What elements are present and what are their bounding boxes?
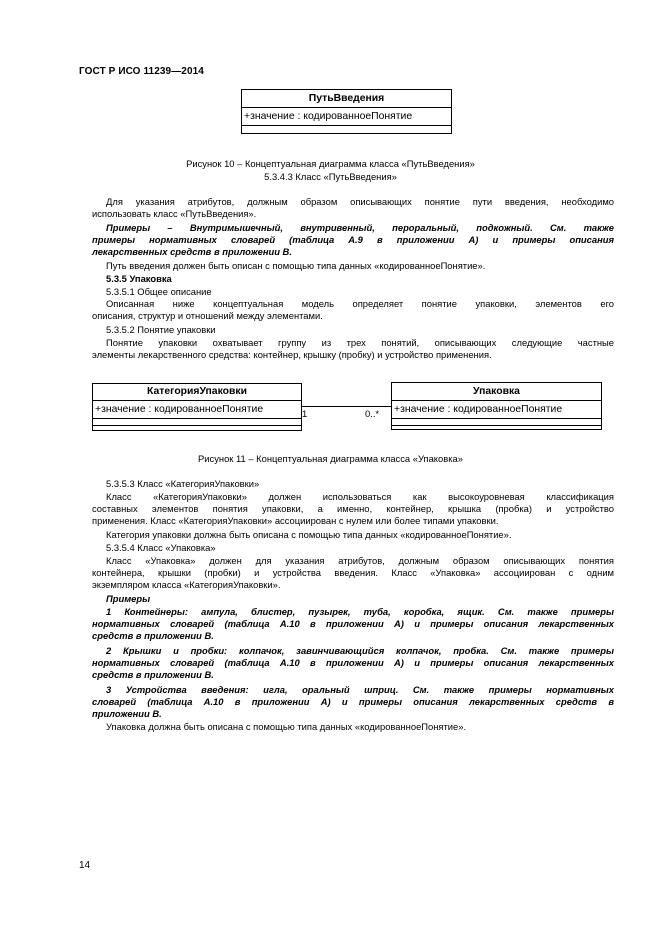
text-line: Для указания атрибутов, должным образом описывающих понятие пути введения, необходимо xyxy=(106,196,614,207)
text-line: лекарственных средств в приложении В. xyxy=(92,246,292,258)
text-line: элементы лекарственного средства: контейнер, крышку (пробку) и устройство применения. xyxy=(92,349,492,361)
paragraph xyxy=(92,298,614,322)
text-line: экземпляром класса «КатегорияУпаковки». xyxy=(92,579,281,591)
uml-class-package xyxy=(391,382,602,430)
paragraph xyxy=(92,337,614,361)
uml-class-package-category xyxy=(92,383,302,431)
text-line: примеры нормативных словарей (таблица А.9 в приложении А) и примеры описания xyxy=(92,234,614,246)
text-line: Примеры – Внутримышечный, внутривенный, пероральный, подкожный. См. также xyxy=(106,222,614,233)
text-line: применения. Класс «КатегорияУпаковки» ассоциирован с нулем или более типами упаковки. xyxy=(92,515,499,527)
text-line: Описанная ниже концептуальная модель определяет понятие упаковки, элементов его xyxy=(106,298,614,309)
paragraph: Путь введения должен быть описан с помощью типа данных «кодированноеПонятие». xyxy=(106,260,486,271)
figure-11-caption: Рисунок 11 – Концептуальная диаграмма класса «Упаковка» xyxy=(198,453,463,464)
uml-operations-compartment xyxy=(93,419,301,426)
uml-class-attribute: +значение : кодированноеПонятие xyxy=(242,108,451,126)
text-line: Класс «КатегорияУпаковки» должен использоваться как высокоуровневая классификация xyxy=(106,491,614,502)
uml-class-name: КатегорияУпаковки xyxy=(93,384,301,401)
text-line: приложении В. xyxy=(92,708,162,720)
text-line: средств в приложении В. xyxy=(92,630,214,642)
paragraph: Категория упаковки должна быть описана с помощью типа данных «кодированноеПонятие». xyxy=(106,529,512,540)
text-line: 3 Устройства введения: игла, оральный шприц. См. также примеры нормативных xyxy=(106,684,614,695)
subsection-heading: 5.3.5.4 Класс «Упаковка» xyxy=(106,542,216,553)
subsection-heading: 5.3.5.3 Класс «КатегорияУпаковки» xyxy=(106,478,260,489)
text-line: контейнера, крышки (пробки) и устройства введения. Класс «Упаковка» ассоциирован с одним xyxy=(92,567,614,579)
text-line: средств в приложении В. xyxy=(92,669,214,681)
uml-class-attribute: +значение : кодированноеПонятие xyxy=(93,401,301,419)
text-line: Понятие упаковки охватывает группу из трех понятий, описывающих следующие частные xyxy=(106,337,614,348)
text-line: 1 Контейнеры: ампула, блистер, пузырек, туба, коробка, ящик. См. также примеры xyxy=(106,606,614,617)
section-heading: 5.3.4.3 Класс «ПутьВведения» xyxy=(264,171,397,182)
examples-title: Примеры xyxy=(106,593,151,604)
text-line: описания, структур и отношений между элементами. xyxy=(92,310,323,322)
association-line xyxy=(301,406,391,407)
page-number: 14 xyxy=(79,860,91,871)
text-line: нормативных словарей (таблица А.10 в приложении А) и примеры описания лекарственных xyxy=(92,618,614,630)
uml-class-name: ПутьВведения xyxy=(242,90,451,108)
text-line: использовать класс «ПутьВведения». xyxy=(92,208,257,220)
text-line: 2 Крышки и пробки: колпачок, завинчивающийся колпачок, пробка. См. также примеры xyxy=(106,645,614,656)
subsection-heading: 5.3.5.2 Понятие упаковки xyxy=(106,324,216,335)
paragraph: Упаковка должна быть описана с помощью типа данных «кодированноеПонятие». xyxy=(106,721,467,732)
text-line: словарей (таблица А.10 в приложении А) и примеры описания лекарственных средств в xyxy=(92,696,614,708)
multiplicity-left: 1 xyxy=(302,408,308,419)
uml-operations-compartment xyxy=(392,419,601,426)
multiplicity-right: 0..* xyxy=(365,408,380,419)
figure-10-caption: Рисунок 10 – Концептуальная диаграмма класса «ПутьВведения» xyxy=(186,158,475,169)
example-2 xyxy=(92,645,614,682)
text-line: нормативных словарей (таблица А.10 в приложении А) и примеры описания лекарственных xyxy=(92,657,614,669)
example-1 xyxy=(92,606,614,643)
subsection-heading: 5.3.5.1 Общее описание xyxy=(106,286,212,297)
examples-paragraph xyxy=(92,222,614,259)
text-line: Класс «Упаковка» должен для указания атрибутов, должным образом описывающих понятия xyxy=(106,555,614,566)
example-3 xyxy=(92,684,614,721)
paragraph xyxy=(92,491,614,528)
section-heading: 5.3.5 Упаковка xyxy=(106,273,172,284)
uml-class-route xyxy=(241,89,452,134)
uml-class-attribute: +значение : кодированноеПонятие xyxy=(392,401,601,419)
text-line: составных элементов понятия упаковки, а именно, контейнер, крышка (пробка) и устройство xyxy=(92,503,614,515)
uml-class-name: Упаковка xyxy=(392,383,601,401)
paragraph xyxy=(92,196,614,220)
document-code: ГОСТ Р ИСО 11239—2014 xyxy=(79,66,204,77)
paragraph xyxy=(92,555,614,592)
